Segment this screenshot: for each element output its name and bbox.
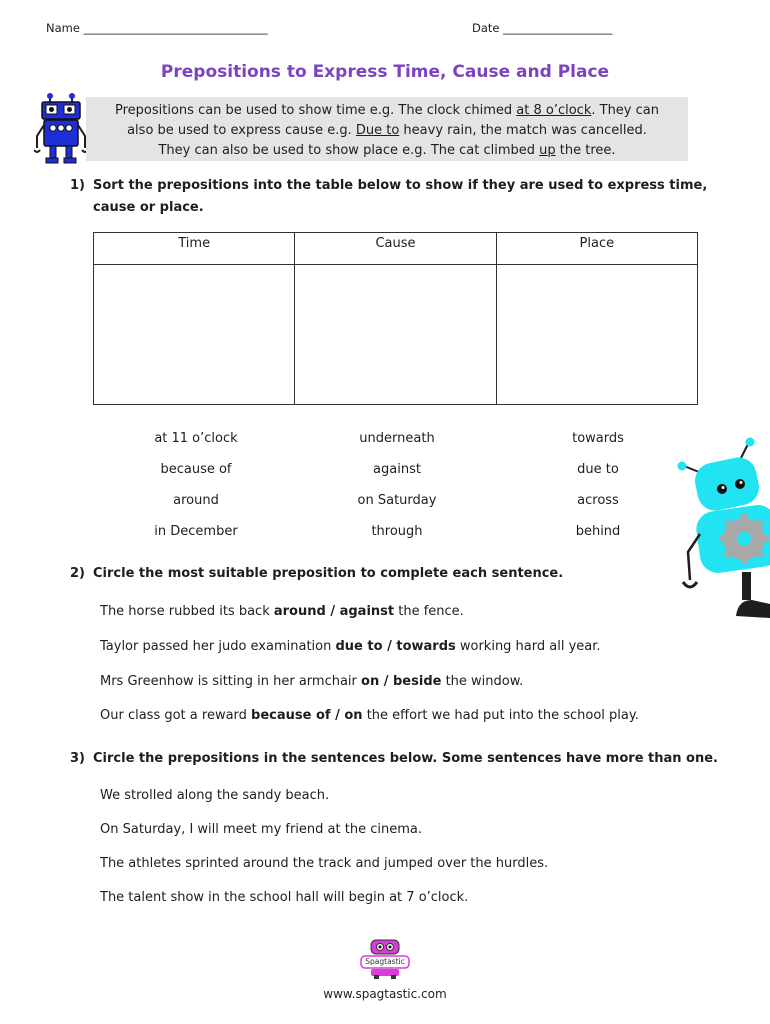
preposition-options[interactable]: due to / towards (335, 639, 456, 654)
word-bank-item: in December (154, 524, 238, 539)
intro-line-1 (86, 101, 688, 121)
date-line: ___________________ (503, 21, 613, 35)
word-bank-item: around (173, 493, 219, 508)
word-bank-item: across (577, 493, 619, 508)
q3-sentence[interactable]: On Saturday, I will meet my friend at the cinema. (100, 822, 422, 837)
word-bank-item: due to (577, 462, 619, 477)
website-url[interactable]: www.spagtastic.com (323, 987, 447, 1001)
q2-sentence (100, 674, 523, 689)
word-bank-item: against (373, 462, 421, 477)
name-label: Name (46, 21, 80, 35)
question-3-text: Circle the prepositions in the sentences below. Some sentences have more than one. (93, 751, 718, 766)
sentence-text: working hard all year. (455, 639, 601, 654)
intro-text: the tree. (555, 143, 616, 158)
word-bank-item: on Saturday (357, 493, 437, 508)
blue-robot-icon (34, 92, 90, 166)
intro-line-2 (86, 121, 688, 141)
name-field (46, 21, 268, 35)
intro-example: at 8 o’clock (516, 103, 592, 118)
date-field (472, 21, 612, 35)
intro-text: . They can (591, 103, 659, 118)
table-cell-place[interactable] (496, 265, 697, 405)
intro-text: also be used to express cause e.g. (127, 123, 356, 138)
table-header-cause: Cause (295, 233, 496, 265)
q2-sentence (100, 604, 464, 619)
sentence-text: Taylor passed her judo examination (100, 639, 336, 654)
intro-text: heavy rain, the match was cancelled. (399, 123, 647, 138)
sentence-text: Mrs Greenhow is sitting in her armchair (100, 674, 362, 689)
question-2-number: 2) (70, 566, 85, 581)
question-1-line-2: cause or place. (93, 200, 204, 215)
word-bank-item: behind (575, 524, 621, 539)
word-bank-item: through (371, 524, 423, 539)
table-header-time: Time (94, 233, 295, 265)
sentence-text: Our class got a reward (100, 708, 252, 723)
sentence-text: the fence. (394, 604, 464, 619)
intro-example: Due to (355, 123, 400, 138)
page-title: Prepositions to Express Time, Cause and Place (160, 62, 610, 82)
intro-text: They can also be used to show place e.g. The cat climbed (158, 143, 540, 158)
table-cell-cause[interactable] (295, 265, 496, 405)
sentence-text: the effort we had put into the school play. (362, 708, 639, 723)
cyan-robot-icon (672, 434, 770, 624)
logo-text: Spagtastic (365, 957, 405, 966)
table-cell-time[interactable] (94, 265, 295, 405)
word-bank-item: because of (160, 462, 232, 477)
intro-line-3 (86, 141, 688, 161)
sentence-text: The horse rubbed its back (100, 604, 274, 619)
word-bank-item: underneath (359, 431, 435, 446)
q3-sentence[interactable]: The talent show in the school hall will begin at 7 o’clock. (100, 890, 469, 905)
q3-sentence[interactable]: The athletes sprinted around the track and jumped over the hurdles. (100, 856, 549, 871)
question-1-number: 1) (70, 178, 85, 193)
q3-sentence[interactable]: We strolled along the sandy beach. (100, 788, 330, 803)
sentence-text: the window. (441, 674, 524, 689)
preposition-options[interactable]: around / against (273, 604, 395, 619)
question-3-number: 3) (70, 751, 85, 766)
word-bank-item: towards (572, 431, 624, 446)
q2-sentence (100, 639, 601, 654)
q2-sentence (100, 708, 639, 723)
word-bank-item: at 11 o’clock (154, 431, 238, 446)
intro-text: Prepositions can be used to show time e.g. The clock chimed (115, 103, 517, 118)
question-2-text: Circle the most suitable preposition to complete each sentence. (93, 566, 564, 581)
name-line: ________________________________ (83, 21, 268, 35)
table-header-place: Place (496, 233, 697, 265)
question-1-text (93, 175, 707, 219)
preposition-options[interactable]: because of / on (251, 708, 363, 723)
intro-example: up (539, 143, 556, 158)
question-1-line-1: Sort the prepositions into the table below to show if they are used to express time, (93, 178, 708, 193)
preposition-options[interactable]: on / beside (361, 674, 442, 689)
sorting-table (93, 232, 698, 405)
date-label: Date (472, 21, 500, 35)
